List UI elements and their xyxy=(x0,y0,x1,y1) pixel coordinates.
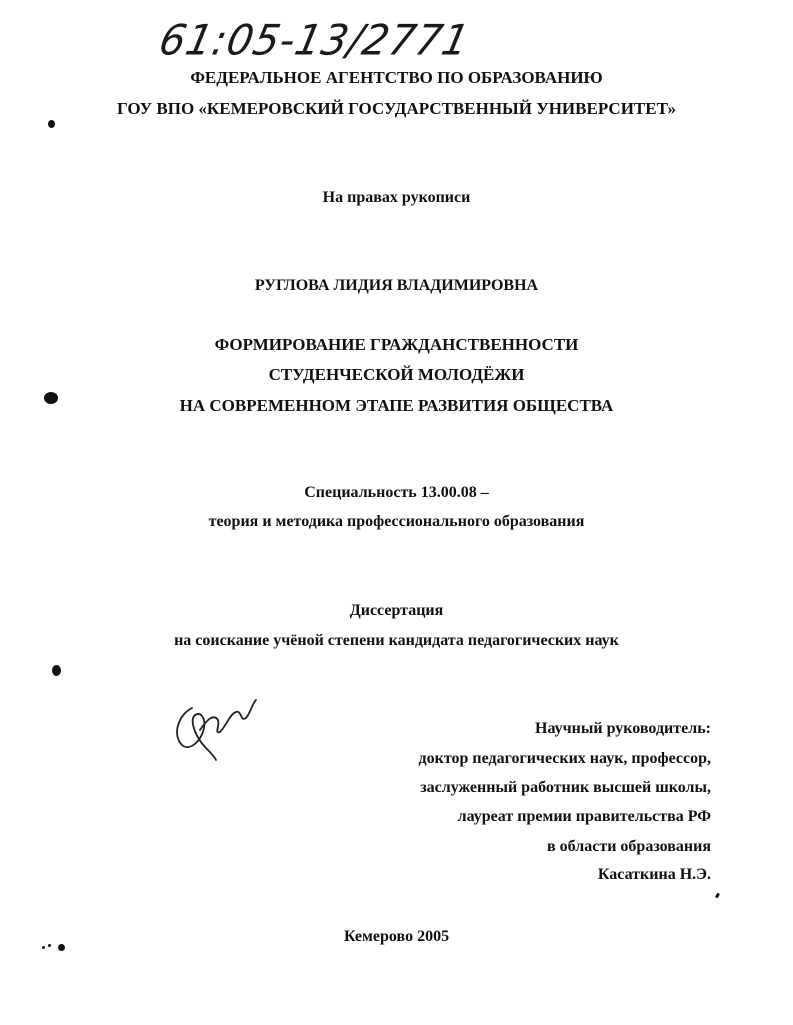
scan-mark xyxy=(44,392,58,404)
supervisor-name: Касаткина Н.Э. xyxy=(597,866,711,883)
supervisor-line-3: лауреат премии правительства РФ xyxy=(457,808,711,825)
scan-mark xyxy=(715,893,720,899)
university-name: ГОУ ВПО «КЕМЕРОВСКИЙ ГОСУДАРСТВЕННЫЙ УНИВЕРСИТЕТ» xyxy=(117,99,676,118)
signature-icon xyxy=(170,690,270,765)
author-name: РУГЛОВА ЛИДИЯ ВЛАДИМИРОВНА xyxy=(254,277,539,294)
handwritten-registry-number: 61:05-13/2771 xyxy=(154,16,475,66)
scan-mark xyxy=(48,944,51,947)
scan-mark xyxy=(42,946,45,949)
supervisor-heading: Научный руководитель: xyxy=(535,720,711,737)
manuscript-note: На правах рукописи xyxy=(322,189,471,206)
supervisor-line-1: доктор педагогических наук, профессор, xyxy=(418,750,711,767)
scan-mark xyxy=(52,665,61,676)
city-year: Кемерово 2005 xyxy=(343,928,450,945)
specialty-line-1: Специальность 13.00.08 – xyxy=(304,484,489,501)
agency-name: ФЕДЕРАЛЬНОЕ АГЕНТСТВО ПО ОБРАЗОВАНИЮ xyxy=(190,68,603,87)
supervisor-line-2: заслуженный работник высшей школы, xyxy=(420,779,711,796)
title-line-1: ФОРМИРОВАНИЕ ГРАЖДАНСТВЕННОСТИ xyxy=(214,335,579,354)
scan-mark xyxy=(58,944,65,951)
title-line-3: НА СОВРЕМЕННОМ ЭТАПЕ РАЗВИТИЯ ОБЩЕСТВА xyxy=(179,396,614,415)
degree-line-1: Диссертация xyxy=(349,602,444,619)
degree-line-2: на соискание учёной степени кандидата педагогических наук xyxy=(174,632,619,649)
scan-mark xyxy=(48,120,55,128)
title-line-2: СТУДЕНЧЕСКОЙ МОЛОДЁЖИ xyxy=(268,365,525,384)
supervisor-line-4: в области образования xyxy=(547,838,711,855)
specialty-line-2: теория и методика профессионального образования xyxy=(208,513,585,530)
